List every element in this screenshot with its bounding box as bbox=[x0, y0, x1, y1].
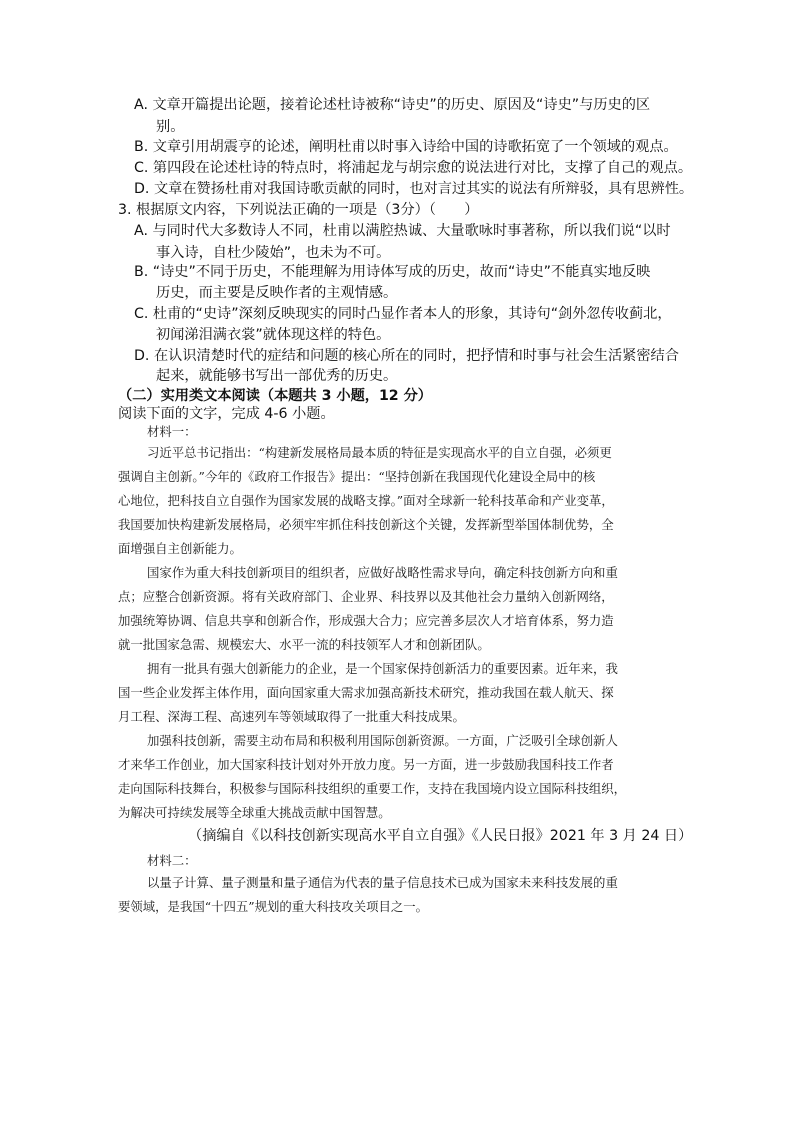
q3-option-c-cont: 初闻涕泪满衣裳”就体现这样的特色。 bbox=[156, 327, 391, 343]
q2-option-b: B. 文章引用胡震亨的论述，阐明杜甫以时事入诗给中国的诗歌拓宽了一个领域的观点。 bbox=[134, 139, 678, 155]
material2-label: 材料二： bbox=[147, 853, 197, 868]
material1-line: 走向国际科技舞台，积极参与国际科技组织的重要工作，支持在我国境内设立国际科技组织， bbox=[118, 781, 627, 796]
q3-option-a-cont: 事入诗，自杜少陵始”，也未为不可。 bbox=[156, 245, 391, 261]
section-heading: （二）实用类文本阅读（本题共 3 小题，12 分） bbox=[118, 388, 432, 404]
material1-line: 强调自主创新。”今年的《政府工作报告》提出：“坚持创新在我国现代化建设全局中的核 bbox=[118, 469, 596, 484]
q3-stem: 3. 根据原文内容，下列说法正确的一项是（3分）（ ） bbox=[118, 202, 479, 218]
q2-option-c: C. 第四段在论述杜诗的特点时，将浦起龙与胡宗愈的说法进行对比，支撑了自己的观点。 bbox=[134, 160, 693, 176]
material1-line: 国一些企业发挥主体作用，面向国家重大需求加强高新技术研究，推动我国在载人航天、探 bbox=[118, 685, 614, 700]
material1-line: 点；应整合创新资源。将有关政府部门、企业界、科技界以及其他社会力量纳入创新网络， bbox=[118, 589, 614, 604]
material1-line: 加强统筹协调、信息共享和创新合作，形成强大合力；应完善多层次人才培育体系，努力造 bbox=[118, 613, 614, 628]
material1-label: 材料一： bbox=[147, 424, 197, 439]
q3-option-a: A. 与同时代大多数诗人不同，杜甫以满腔热诚、大量歌咏时事著称，所以我们说“以时 bbox=[134, 223, 671, 239]
material2-line: 要领域，是我国“十四五”规划的重大科技攻关项目之一。 bbox=[118, 899, 429, 914]
q3-option-b: B. “诗史”不同于历史，不能理解为用诗体写成的历史，故而“诗史”不能真实地反映 bbox=[134, 264, 651, 280]
material2-line: 以量子计算、量子测量和量子通信为代表的量子信息技术已成为国家未来科技发展的重 bbox=[147, 875, 618, 890]
material1-line: 拥有一批具有强大创新能力的企业，是一个国家保持创新活力的重要因素。近年来，我 bbox=[147, 661, 618, 676]
q2-option-a: A. 文章开篇提出论题，接着论述杜诗被称“诗史”的历史、原因及“诗史”与历史的区 bbox=[134, 97, 651, 113]
material1-source: （摘编自《以科技创新实现高水平自立自强》《人民日报》2021 年 3 月 24 日） bbox=[188, 828, 693, 844]
material1-line: 习近平总书记指出：“构建新发展格局最本质的特征是实现高水平的自立自强，必须更 bbox=[147, 445, 612, 460]
material1-line: 才来华工作创业，加大国家科技计划对外开放力度。另一方面，进一步鼓励我国科技工作者 bbox=[118, 757, 614, 772]
material1-line: 月工程、深海工程、高速列车等领域取得了一批重大科技成果。 bbox=[118, 709, 465, 724]
material1-line: 加强科技创新，需要主动布局和积极利用国际创新资源。一方面，广泛吸引全球创新人 bbox=[147, 733, 618, 748]
q3-option-d: D. 在认识清楚时代的症结和问题的核心所在的同时，把抒情和时事与社会生活紧密结合 bbox=[134, 348, 679, 364]
q2-option-a-cont: 别。 bbox=[156, 119, 185, 135]
section-instruction: 阅读下面的文字，完成 4-6 小题。 bbox=[118, 406, 335, 422]
material1-line: 我国要加快构建新发展格局，必须牢牢抓住科技创新这个关键，发挥新型举国体制优势，全 bbox=[118, 517, 614, 532]
q3-option-c: C. 杜甫的“史诗”深刻反映现实的同时凸显作者本人的形象，其诗句“剑外忽传收蓟北， bbox=[134, 306, 672, 322]
material1-line: 心地位，把科技自立自强作为国家发展的战略支撑。”面对全球新一轮科技革命和产业变革， bbox=[118, 493, 614, 508]
q3-option-d-cont: 起来，就能够书写出一部优秀的历史。 bbox=[156, 368, 398, 384]
material1-line: 面增强自主创新能力。 bbox=[118, 541, 242, 556]
q2-option-d: D. 文章在赞扬杜甫对我国诗歌贡献的同时，也对言过其实的说法有所辩驳，具有思辨性。 bbox=[134, 181, 694, 197]
material1-line: 国家作为重大科技创新项目的组织者，应做好战略性需求导向，确定科技创新方向和重 bbox=[147, 565, 618, 580]
material1-line: 就一批国家急需、规模宏大、水平一流的科技领军人才和创新团队。 bbox=[118, 637, 490, 652]
material1-line: 为解决可持续发展等全球重大挑战贡献中国智慧。 bbox=[118, 805, 391, 820]
q3-option-b-cont: 历史，而主要是反映作者的主观情感。 bbox=[156, 285, 398, 301]
